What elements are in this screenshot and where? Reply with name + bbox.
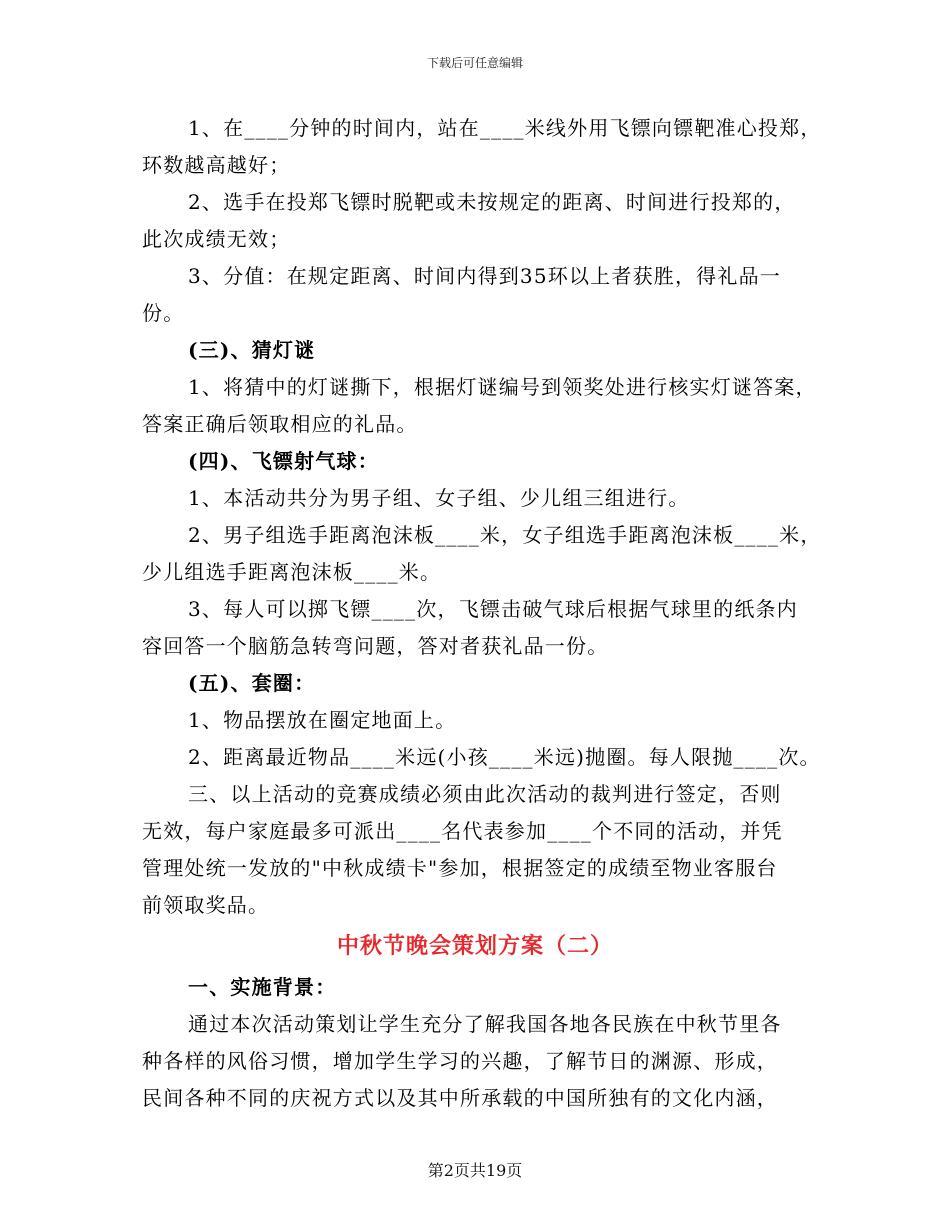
- paragraph-line: 2、距离最近物品____米远(小孩____米远)抛圈。每人限抛____次。: [188, 745, 821, 769]
- page-header: 下载后可任意编辑: [426, 56, 523, 70]
- paragraph-line: 2、选手在投郑飞镖时脱靶或未按规定的距离、时间进行投郑的，: [188, 190, 796, 214]
- paragraph-line: 1、物品摆放在圈定地面上。: [188, 708, 457, 732]
- paragraph-line: 通过本次活动策划让学生充分了解我国各地各民族在中秋节里各: [188, 1012, 782, 1036]
- paragraph-line: 2、男子组选手距离泡沫板____米，女子组选手距离泡沫板____米，: [188, 523, 822, 547]
- paragraph-line: 1、本活动共分为男子组、女子组、少儿组三组进行。: [188, 486, 690, 510]
- paragraph-line: 种各样的风俗习惯，增加学生学习的兴趣，了解节日的渊源、形成，: [142, 1049, 778, 1073]
- paragraph-line: 三、以上活动的竞赛成绩必须由此次活动的裁判进行签定，否则: [188, 782, 782, 806]
- paragraph-line: 3、分值：在规定距离、时间内得到35环以上者获胜，得礼品一: [188, 264, 781, 288]
- section-title: 中秋节晚会策划方案（二）: [336, 933, 613, 959]
- paragraph-line: 1、将猜中的灯谜撕下，根据灯谜编号到领奖处进行核实灯谜答案，: [188, 375, 817, 399]
- paragraph-line: 1、在____分钟的时间内，站在____米线外用飞镖向镖靶准心投郑，: [188, 116, 822, 140]
- paragraph-line: 容回答一个脑筋急转弯问题，答对者获礼品一份。: [142, 634, 609, 658]
- subsection-heading: 一、实施背景：: [188, 975, 337, 999]
- paragraph-line: 份。: [142, 301, 185, 325]
- paragraph-line: 此次成绩无效；: [142, 227, 291, 251]
- subsection-heading: (四)、飞镖射气球：: [188, 449, 379, 473]
- paragraph-line: 少儿组选手距离泡沫板____米。: [142, 560, 442, 584]
- paragraph-line: 前领取奖品。: [142, 893, 270, 917]
- subsection-heading: (三)、猜灯谜: [188, 338, 316, 362]
- page-footer: 第2页共19页: [427, 1161, 523, 1180]
- paragraph-line: 无效，每户家庭最多可派出____名代表参加____个不同的活动，并凭: [142, 819, 783, 843]
- paragraph-line: 3、每人可以掷飞镖____次，飞镖击破气球后根据气球里的纸条内: [188, 597, 798, 621]
- paragraph-line: 环数越高越好；: [142, 153, 291, 177]
- paragraph-line: 答案正确后领取相应的礼品。: [142, 412, 418, 436]
- subsection-heading: (五)、套圈：: [188, 671, 316, 695]
- paragraph-line: 管理处统一发放的"中秋成绩卡"参加，根据签定的成绩至物业客服台: [142, 856, 778, 880]
- paragraph-line: 民间各种不同的庆祝方式以及其中所承载的中国所独有的文化内涵，: [142, 1086, 778, 1110]
